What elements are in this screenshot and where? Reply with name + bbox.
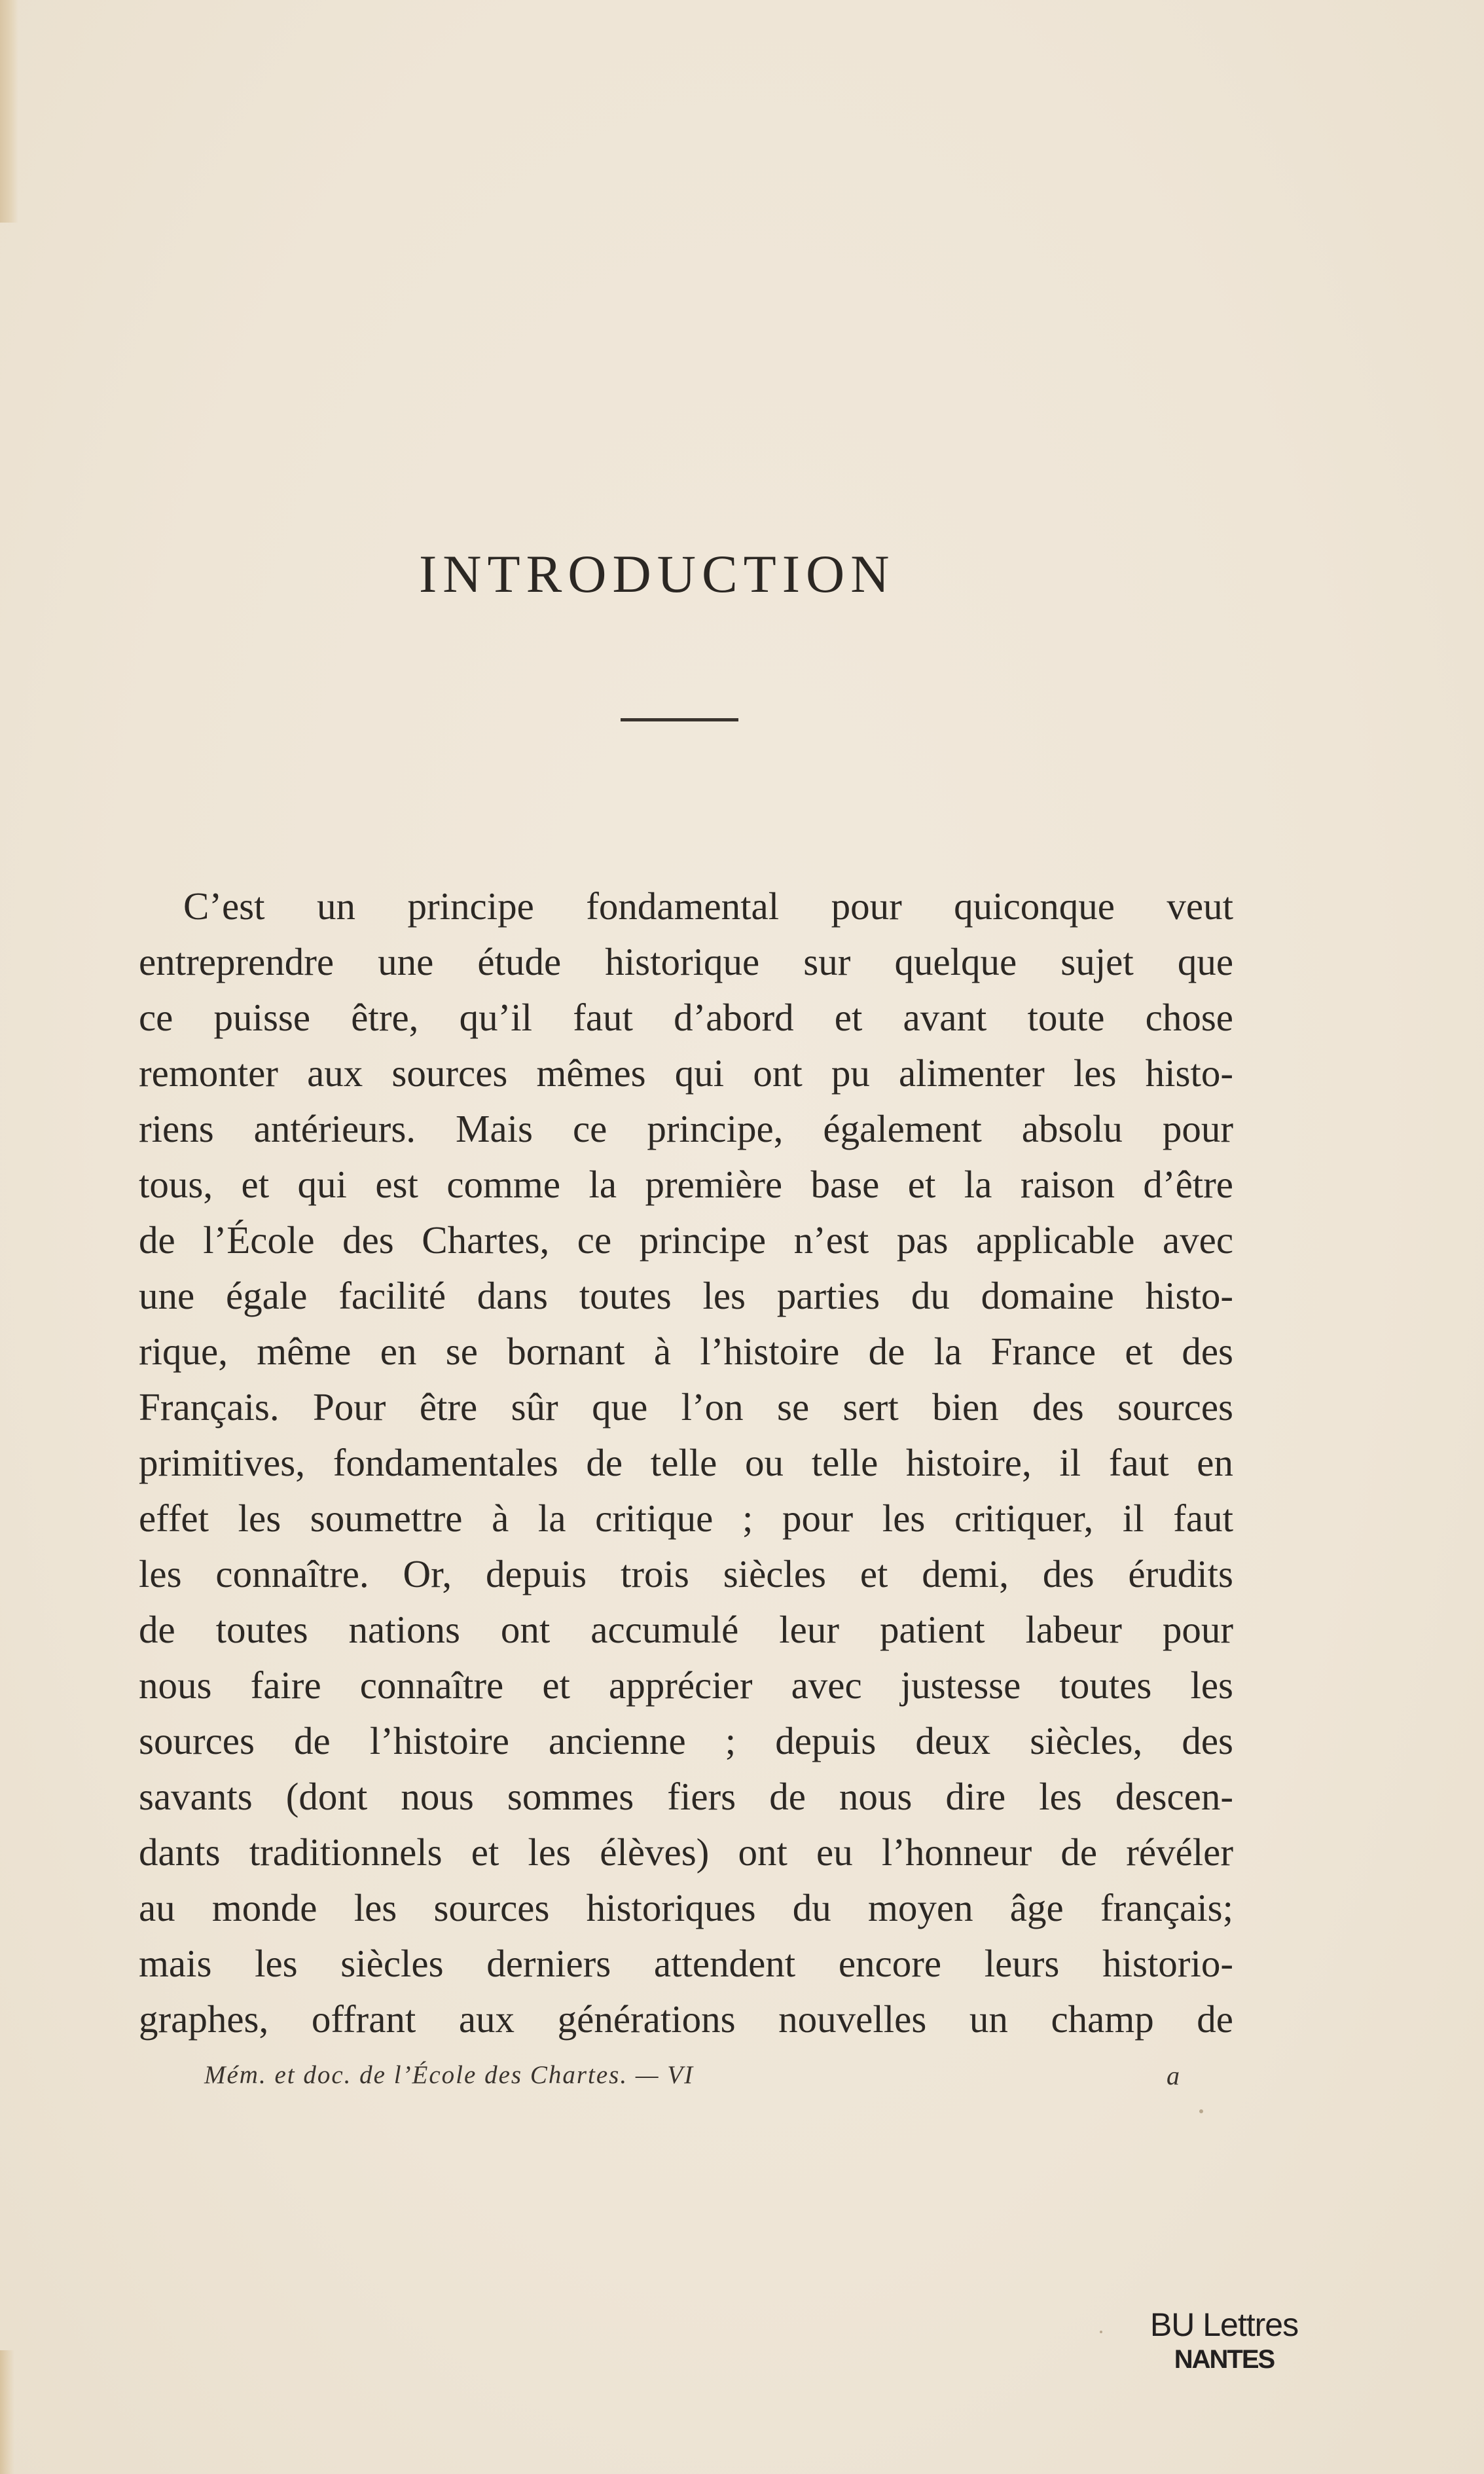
body-paragraph	[139, 879, 1233, 2047]
body-line: primitives, fondamentales de telle ou telle histoire, il faut en	[139, 1441, 1233, 1484]
page-binding-edge	[0, 0, 18, 223]
body-line: les connaître. Or, depuis trois siècles et demi, des érudits	[139, 1552, 1233, 1595]
paper-speck	[1100, 2331, 1102, 2333]
body-line: de toutes nations ont accumulé leur patient labeur pour	[139, 1608, 1233, 1651]
body-line: une égale facilité dans toutes les parties du domaine histo-	[139, 1274, 1233, 1317]
body-line: mais les siècles derniers attendent encore leurs historio-	[139, 1942, 1233, 1985]
footer-reference: Mém. et doc. de l’École des Chartes. — VI	[204, 2061, 695, 2089]
body-line: savants (dont nous sommes fiers de nous dire les descen-	[139, 1775, 1233, 1818]
stamp-line-2: NANTES	[1174, 2345, 1275, 2374]
library-stamp	[1132, 2308, 1316, 2373]
body-line: rique, même en se bornant à l’histoire de la France et des	[139, 1330, 1233, 1373]
stamp-line-1: BU Lettres	[1149, 2306, 1299, 2343]
body-line: riens antérieurs. Mais ce principe, également absolu pour	[139, 1107, 1233, 1150]
chapter-title: INTRODUCTION	[419, 544, 896, 604]
body-line: de l’École des Chartes, ce principe n’est pas applicable avec	[139, 1218, 1233, 1262]
body-line: Français. Pour être sûr que l’on se sert bien des sources	[139, 1385, 1233, 1428]
body-line: remonter aux sources mêmes qui ont pu alimenter les histo-	[139, 1051, 1233, 1095]
body-line: au monde les sources historiques du moyen âge français;	[139, 1886, 1233, 1929]
body-line: C’est un principe fondamental pour quiconque veut	[183, 884, 1233, 928]
body-line: graphes, offrant aux générations nouvelles un champ de	[139, 1997, 1233, 2041]
body-line: entreprendre une étude historique sur quelque sujet que	[139, 940, 1233, 983]
body-line: dants traditionnels et les élèves) ont eu l’honneur de révéler	[139, 1830, 1233, 1874]
body-line: effet les soumettre à la critique ; pour les critiquer, il faut	[139, 1497, 1233, 1540]
body-line: ce puisse être, qu’il faut d’abord et avant toute chose	[139, 996, 1233, 1039]
body-line: sources de l’histoire ancienne ; depuis deux siècles, des	[139, 1719, 1233, 1762]
page-binding-edge-lower	[0, 2350, 14, 2474]
title-divider	[621, 718, 738, 721]
paper-speck	[1199, 2109, 1203, 2113]
body-line: tous, et qui est comme la première base et la raison d’être	[139, 1163, 1233, 1206]
signature-mark: a	[1167, 2061, 1180, 2090]
body-line: nous faire connaître et apprécier avec justesse toutes les	[139, 1664, 1233, 1707]
